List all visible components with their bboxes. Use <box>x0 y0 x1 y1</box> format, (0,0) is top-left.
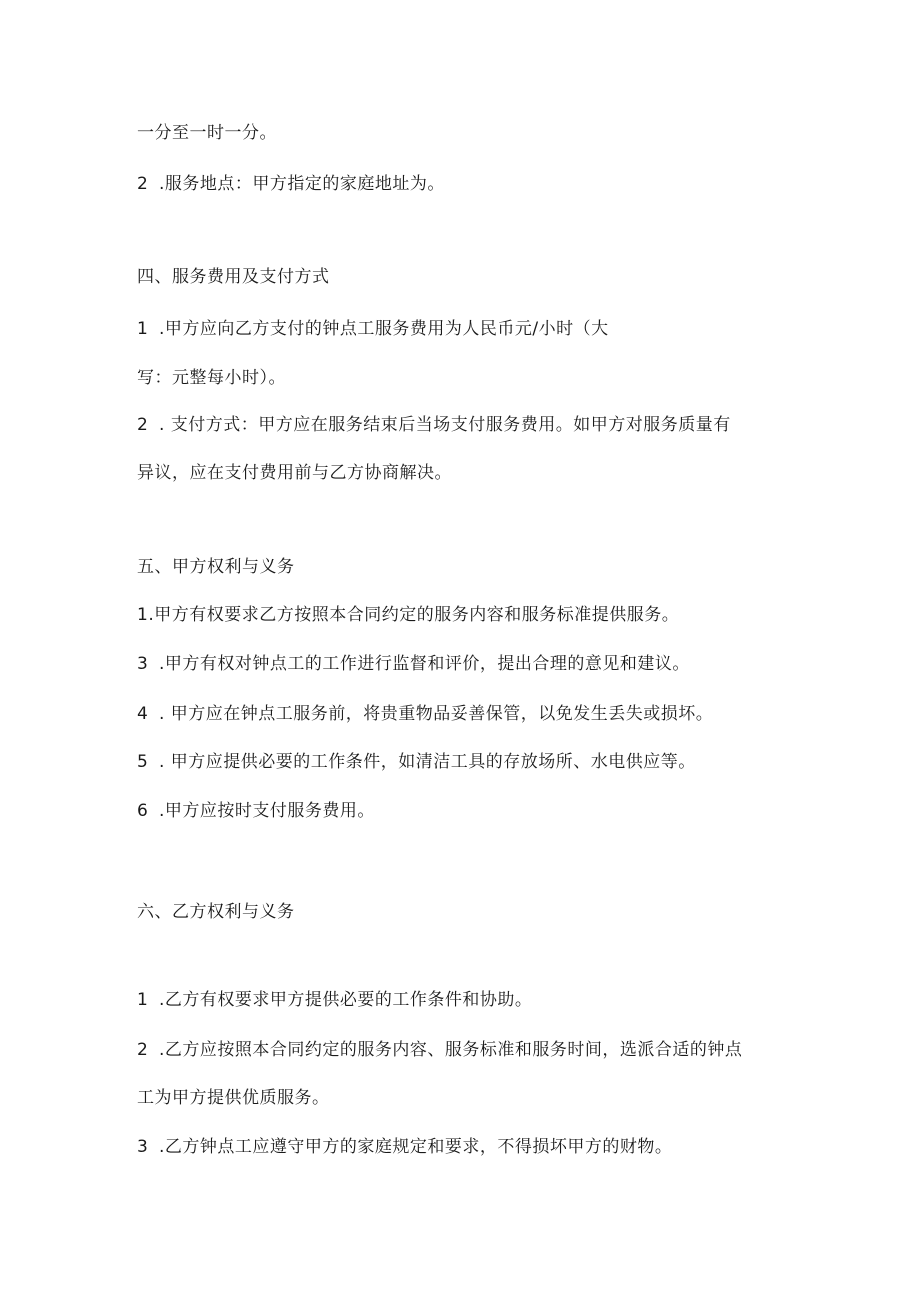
line-text: . 甲方应提供必要的工作条件，如清洁工具的存放场所、水电供应等。 <box>159 752 696 772</box>
section-title: 五、甲方权利与义务 <box>137 557 295 577</box>
line-text: 1.甲方有权要求乙方按照本合同约定的服务内容和服务标准提供服务。 <box>137 605 680 625</box>
clause-number: 1 <box>137 990 149 1010</box>
clause-a-valuables <box>137 702 713 726</box>
line-text: .服务地点：甲方指定的家庭地址为。 <box>159 174 445 194</box>
clause-service-location <box>137 172 445 196</box>
clause-number: 2 <box>137 415 149 435</box>
clause-a-pay-on-time <box>137 799 375 823</box>
line-text: .乙方钟点工应遵守甲方的家庭规定和要求，不得损坏甲方的财物。 <box>159 1137 673 1157</box>
line-text: 一分至一时一分。 <box>137 123 277 143</box>
clause-payment-method-continued <box>137 461 452 485</box>
clause-fee-amount <box>137 317 609 341</box>
line-text: .甲方应按时支付服务费用。 <box>159 801 375 821</box>
line-text: 写：元整每小时）。 <box>137 368 286 388</box>
clause-number: 4 <box>137 704 149 724</box>
clause-a-work-conditions <box>137 750 696 774</box>
clause-number: 6 <box>137 801 149 821</box>
clause-a-supervise <box>137 652 690 676</box>
line-text: 工为甲方提供优质服务。 <box>137 1088 330 1108</box>
line-text: .乙方有权要求甲方提供必要的工作条件和协助。 <box>159 990 533 1010</box>
clause-b-follow-rules <box>137 1135 672 1159</box>
clause-b-provide-service <box>137 1038 742 1062</box>
clause-number: 5 <box>137 752 149 772</box>
paragraph-time-range <box>137 121 277 145</box>
line-text: .乙方应按照本合同约定的服务内容、服务标准和服务时间，选派合适的钟点 <box>159 1040 743 1060</box>
section-heading-fees <box>137 265 330 289</box>
clause-number: 2 <box>137 174 149 194</box>
clause-payment-method <box>137 413 731 437</box>
clause-number: 3 <box>137 654 149 674</box>
section-title: 六、乙方权利与义务 <box>137 902 295 922</box>
line-text: 异议，应在支付费用前与乙方协商解决。 <box>137 463 452 483</box>
line-text: . 支付方式：甲方应在服务结束后当场支付服务费用。如甲方对服务质量有 <box>159 415 731 435</box>
line-text: .甲方应向乙方支付的钟点工服务费用为人民币元/小时（大 <box>159 319 609 339</box>
clause-number: 1 <box>137 319 149 339</box>
section-heading-party-a <box>137 555 295 579</box>
clause-number: 2 <box>137 1040 149 1060</box>
clause-fee-amount-continued <box>137 366 286 390</box>
line-text: .甲方有权对钟点工的工作进行监督和评价，提出合理的意见和建议。 <box>159 654 690 674</box>
clause-number: 3 <box>137 1137 149 1157</box>
line-text: . 甲方应在钟点工服务前，将贵重物品妥善保管，以免发生丢失或损坏。 <box>159 704 714 724</box>
clause-a-right-service <box>137 603 679 627</box>
section-title: 四、服务费用及支付方式 <box>137 267 330 287</box>
section-heading-party-b <box>137 900 295 924</box>
clause-b-provide-service-continued <box>137 1086 330 1110</box>
clause-b-request-conditions <box>137 988 532 1012</box>
